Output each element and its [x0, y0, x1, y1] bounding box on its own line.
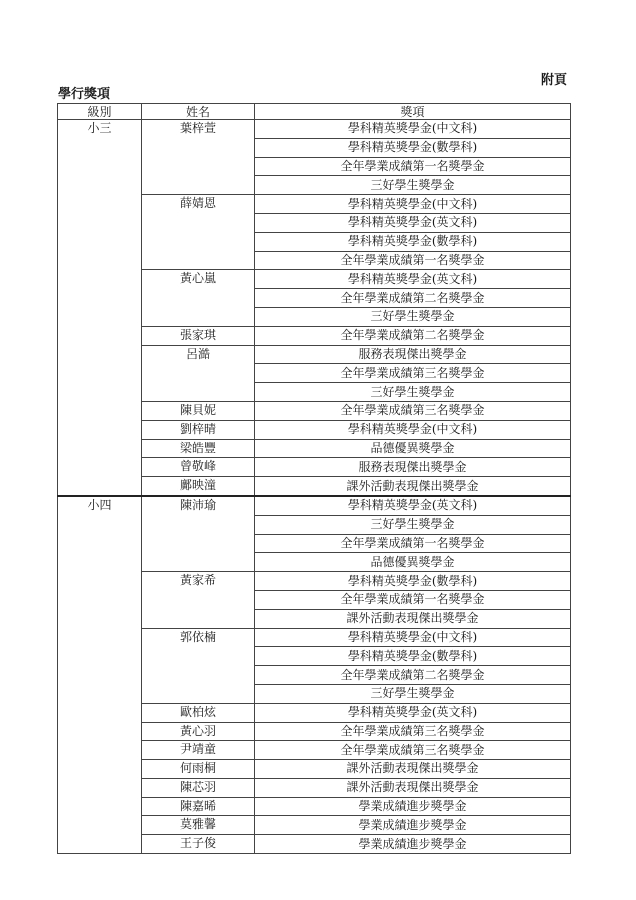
- student-name-cell: 尹靖童: [142, 741, 255, 760]
- student-name-cell: 歐柏炫: [142, 703, 255, 722]
- award-cell: 全年學業成績第一名獎學金: [255, 534, 571, 553]
- award-cell: 課外活動表現傑出獎學金: [255, 477, 571, 496]
- award-cell: 三好學生獎學金: [255, 176, 571, 195]
- award-cell: 學科精英獎學金(英文科): [255, 270, 571, 289]
- award-cell: 學科精英獎學金(中文科): [255, 120, 571, 139]
- student-name-cell: 郭依楠: [142, 628, 255, 703]
- award-cell: 課外活動表現傑出獎學金: [255, 760, 571, 779]
- award-cell: 學業成績進步獎學金: [255, 816, 571, 835]
- award-cell: 課外活動表現傑出獎學金: [255, 778, 571, 797]
- table-row: [58, 496, 571, 515]
- column-header-award: 獎項: [255, 104, 571, 120]
- award-cell: 三好學生獎學金: [255, 684, 571, 703]
- award-cell: 學科精英獎學金(數學科): [255, 232, 571, 251]
- award-cell: 全年學業成績第二名獎學金: [255, 326, 571, 345]
- student-name-cell: 陳嘉晞: [142, 797, 255, 816]
- student-name-cell: 劉梓晴: [142, 420, 255, 439]
- student-name-cell: 曾敬峰: [142, 458, 255, 477]
- award-cell: 全年學業成績第三名獎學金: [255, 722, 571, 741]
- award-cell: 全年學業成績第二名獎學金: [255, 666, 571, 685]
- award-cell: 品德優異獎學金: [255, 553, 571, 572]
- award-cell: 三好學生獎學金: [255, 383, 571, 402]
- award-cell: 學科精英獎學金(數學科): [255, 572, 571, 591]
- award-cell: 三好學生獎學金: [255, 515, 571, 534]
- award-cell: 學業成績進步獎學金: [255, 835, 571, 854]
- student-name-cell: 陳沛瑜: [142, 496, 255, 572]
- award-cell: 品德優異獎學金: [255, 439, 571, 458]
- student-name-cell: 黃家希: [142, 572, 255, 628]
- award-cell: 學科精英獎學金(英文科): [255, 213, 571, 232]
- student-name-cell: 薛婧恩: [142, 195, 255, 270]
- award-cell: 服務表現傑出獎學金: [255, 458, 571, 477]
- student-name-cell: 陳芯羽: [142, 778, 255, 797]
- column-header-name: 姓名: [142, 104, 255, 120]
- section-title: 學行獎項: [58, 87, 111, 102]
- award-cell: 全年學業成績第一名獎學金: [255, 157, 571, 176]
- award-cell: 學科精英獎學金(數學科): [255, 647, 571, 666]
- award-cell: 學科精英獎學金(中文科): [255, 420, 571, 439]
- award-cell: 全年學業成績第二名獎學金: [255, 289, 571, 308]
- award-cell: 三好學生獎學金: [255, 307, 571, 326]
- student-name-cell: 鄺映潼: [142, 477, 255, 496]
- student-name-cell: 莫雅馨: [142, 816, 255, 835]
- grade-cell: 小三: [58, 120, 142, 496]
- award-cell: 學科精英獎學金(中文科): [255, 195, 571, 214]
- award-cell: 服務表現傑出獎學金: [255, 345, 571, 364]
- award-cell: 全年學業成績第三名獎學金: [255, 401, 571, 420]
- award-cell: 全年學業成績第三名獎學金: [255, 364, 571, 383]
- award-cell: 學科精英獎學金(英文科): [255, 496, 571, 515]
- awards-table: [57, 103, 571, 854]
- student-name-cell: 陳貝妮: [142, 401, 255, 420]
- student-name-cell: 黃心羽: [142, 722, 255, 741]
- award-cell: 全年學業成績第一名獎學金: [255, 251, 571, 270]
- award-cell: 學科精英獎學金(中文科): [255, 628, 571, 647]
- table-header-row: [58, 104, 571, 120]
- student-name-cell: 王子俊: [142, 835, 255, 854]
- award-cell: 全年學業成績第一名獎學金: [255, 590, 571, 609]
- column-header-grade: 級別: [58, 104, 142, 120]
- appendix-label: 附頁: [541, 73, 568, 88]
- student-name-cell: 呂澔: [142, 345, 255, 401]
- grade-cell: 小四: [58, 496, 142, 854]
- student-name-cell: 梁皓豐: [142, 439, 255, 458]
- award-cell: 學業成績進步獎學金: [255, 797, 571, 816]
- award-cell: 課外活動表現傑出獎學金: [255, 609, 571, 628]
- student-name-cell: 張家琪: [142, 326, 255, 345]
- student-name-cell: 葉梓萱: [142, 120, 255, 195]
- award-cell: 學科精英獎學金(英文科): [255, 703, 571, 722]
- award-cell: 學科精英獎學金(數學科): [255, 138, 571, 157]
- table-row: [58, 120, 571, 139]
- student-name-cell: 何雨桐: [142, 760, 255, 779]
- award-cell: 全年學業成績第三名獎學金: [255, 741, 571, 760]
- student-name-cell: 黃心嵐: [142, 270, 255, 326]
